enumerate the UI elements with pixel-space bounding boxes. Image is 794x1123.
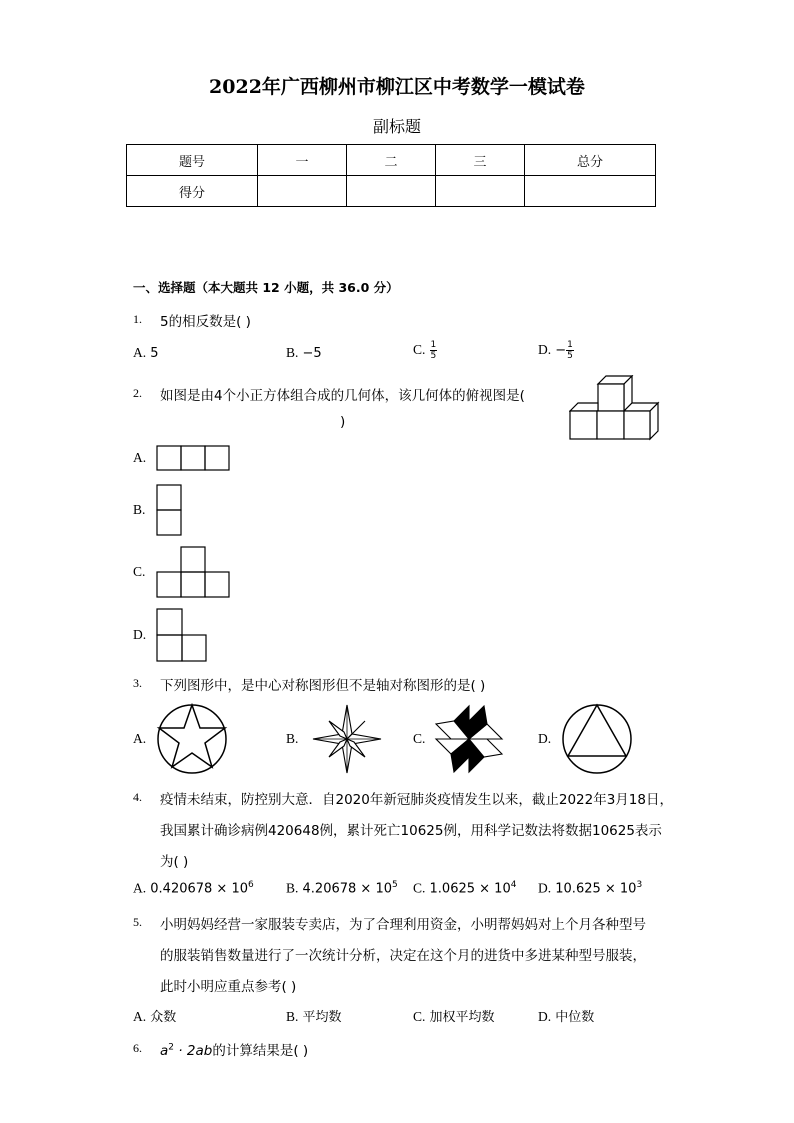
option-value: 0.420678 × 10 — [150, 881, 248, 897]
table-row — [127, 176, 656, 207]
option-a — [133, 880, 254, 896]
option-a — [133, 345, 159, 361]
option-value: 加权平均数 — [429, 1010, 495, 1025]
option-c-figure — [156, 546, 232, 600]
table-cell — [258, 176, 347, 207]
option-label: B. — [133, 502, 146, 517]
table-header-cell: 二 — [347, 145, 436, 176]
question-number: 5. — [133, 915, 142, 929]
question-text-cont: ) — [340, 414, 346, 430]
table-cell — [525, 176, 656, 207]
option-label: A. — [133, 345, 147, 360]
option-value: 4.20678 × 10 — [302, 881, 392, 897]
option-value: −5 — [302, 346, 322, 361]
section-heading: 一、选择题（本大题共 12 小题，共 36.0 分） — [133, 280, 399, 295]
star-in-circle-figure — [155, 703, 229, 775]
option-value: 5 — [150, 346, 159, 361]
question-text-line: 疫情未结束，防控别大意．自2020年新冠肺炎疫情发生以来，截止2022年3月18日， — [160, 792, 673, 808]
option-b-figure — [156, 484, 183, 538]
table-header-cell: 题号 — [127, 145, 258, 176]
option-b — [286, 1006, 342, 1025]
option-label: D. — [133, 627, 147, 642]
option-label: A. — [133, 1009, 147, 1024]
option-label: B. — [286, 880, 299, 896]
cube-solid-figure — [569, 375, 663, 441]
exponent: 2 — [168, 1042, 175, 1053]
option-c — [413, 880, 516, 896]
option-value: 众数 — [150, 1010, 177, 1025]
option-c — [413, 1006, 495, 1025]
option-label: C. — [133, 564, 146, 579]
table-cell — [347, 176, 436, 207]
exponent: 6 — [248, 880, 254, 890]
question-text: 如图是由4个小正方体组合成的几何体，该几何体的俯视图是( — [160, 388, 525, 404]
option-label: C. — [413, 1009, 426, 1024]
option-value: 中位数 — [555, 1010, 595, 1025]
page-subtitle: 副标题 — [372, 117, 421, 136]
option-value: 1.0625 × 10 — [429, 881, 511, 897]
option-label: D. — [538, 342, 552, 357]
pinwheel-figure — [434, 704, 504, 774]
score-table — [126, 144, 656, 207]
question-text-line: 小明妈妈经营一家服装专卖店，为了合理利用资金，小明帮妈妈对上个月各种型号 — [160, 917, 646, 933]
question-text-line: 我国累计确诊病例420648例，累计死亡10625例，用科学记数法将数据10625表示 — [160, 823, 662, 839]
denominator: 5 — [567, 351, 573, 361]
numerator: 1 — [567, 340, 573, 350]
question-text-line: 此时小明应重点参考( ) — [160, 979, 297, 995]
exponent: 5 — [392, 880, 398, 890]
minus-sign: − — [555, 343, 567, 358]
option-c — [413, 340, 437, 361]
option-label: D. — [538, 880, 552, 896]
table-row-label: 得分 — [127, 176, 258, 207]
question-number: 2. — [133, 386, 142, 400]
option-d — [538, 880, 642, 896]
option-b — [286, 880, 398, 896]
question-text — [160, 1039, 308, 1059]
table-row — [127, 145, 656, 176]
option-label: D. — [538, 731, 552, 746]
exponent: 3 — [636, 880, 643, 890]
option-d — [538, 1006, 594, 1025]
triangle-in-circle-figure — [561, 703, 633, 775]
question-text-line: 的服装销售数量进行了一次统计分析，决定在这个月的进货中多进某种型号服装， — [160, 948, 646, 964]
table-header-cell: 三 — [436, 145, 525, 176]
option-value: 10.625 × 10 — [555, 881, 637, 897]
table-header-cell: 一 — [258, 145, 347, 176]
math-var: a — [160, 1043, 169, 1059]
option-label: A. — [133, 880, 147, 896]
exponent: 4 — [510, 880, 517, 890]
option-label: A. — [133, 731, 147, 746]
numerator: 1 — [430, 340, 437, 350]
option-label: D. — [538, 1009, 552, 1024]
option-label: C. — [413, 731, 426, 746]
question-text: 下列图形中，是中心对称图形但不是轴对称图形的是( ) — [160, 678, 486, 694]
option-label: B. — [286, 345, 299, 360]
page-title: 2022年广西柳州市柳江区中考数学一模试卷 — [209, 76, 585, 98]
table-header-cell: 总分 — [525, 145, 656, 176]
option-a-figure — [156, 445, 232, 472]
table-cell — [436, 176, 525, 207]
option-b — [286, 345, 322, 361]
option-label: A. — [133, 450, 147, 465]
denominator: 5 — [430, 351, 437, 361]
question-text-tail: 的计算结果是( ) — [212, 1043, 309, 1059]
option-label: C. — [413, 342, 426, 357]
option-d-figure — [156, 608, 210, 664]
math-expr: · 2ab — [174, 1043, 213, 1059]
option-a — [133, 1006, 176, 1025]
question-text-line: 为( ) — [160, 854, 189, 870]
option-label: C. — [413, 880, 426, 896]
option-label: B. — [286, 731, 299, 746]
option-label: B. — [286, 1009, 299, 1024]
fraction — [566, 340, 574, 361]
option-d — [538, 340, 574, 361]
fraction — [430, 340, 438, 361]
question-number: 4. — [133, 790, 142, 804]
question-number: 1. — [133, 312, 142, 326]
question-number: 3. — [133, 676, 142, 690]
question-number: 6. — [133, 1041, 142, 1055]
question-text: 5的相反数是( ) — [160, 314, 251, 330]
option-value: 平均数 — [302, 1010, 342, 1025]
compass-star-figure — [311, 703, 383, 775]
